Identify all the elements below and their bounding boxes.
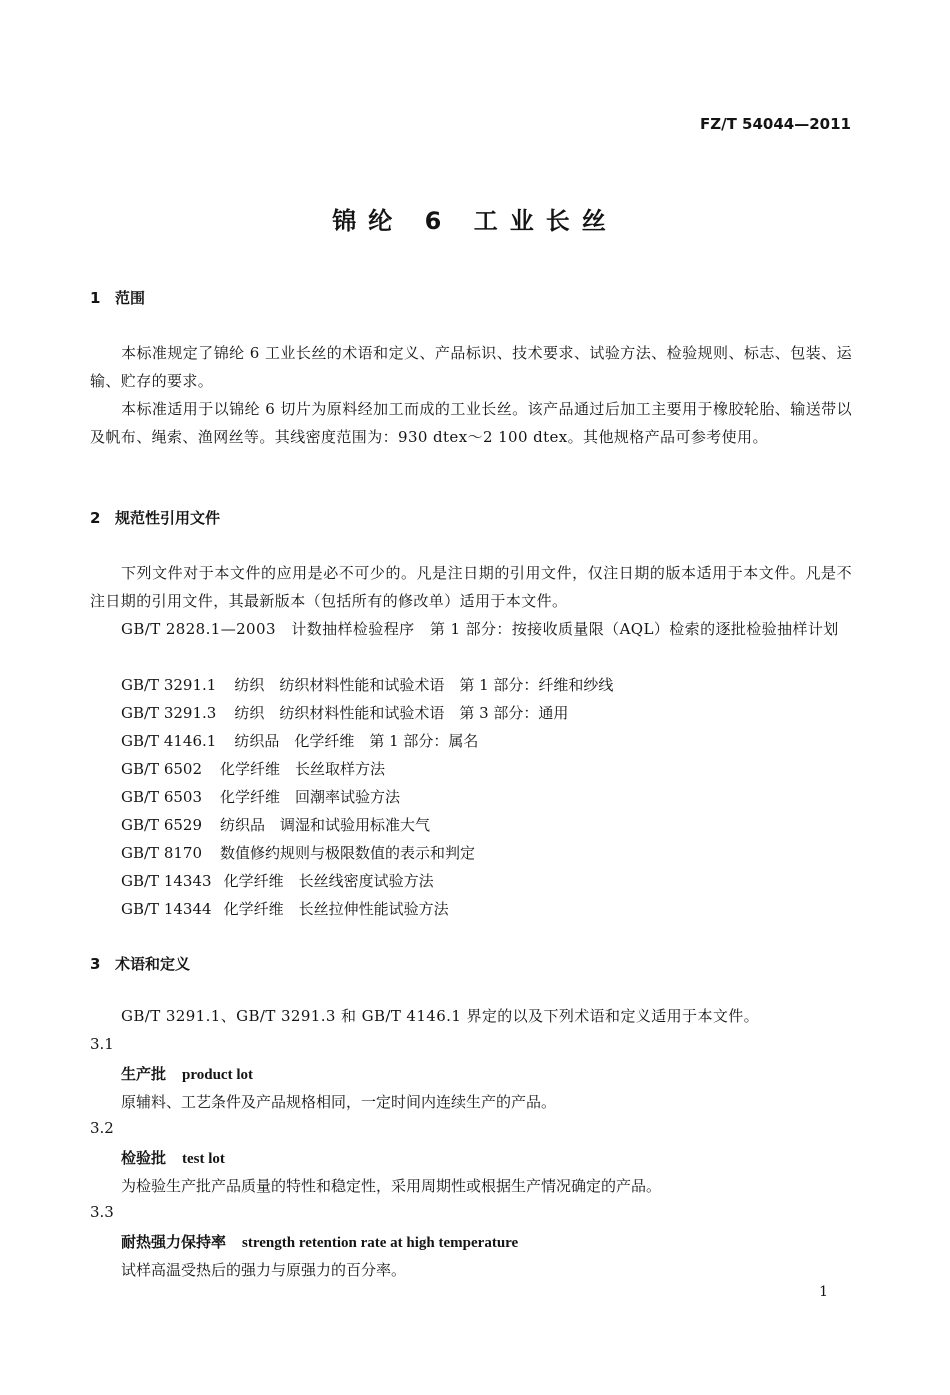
- reference-code: GB/T 6502: [121, 760, 203, 778]
- term-number: 3.3: [90, 1203, 114, 1221]
- section-number: 1: [90, 289, 101, 307]
- page-number: 1: [819, 1284, 828, 1300]
- reference-title: 纺织 纺织材料性能和试验术语 第 1 部分：纤维和纱线: [234, 676, 614, 694]
- reference-title: 纺织品 化学纤维 第 1 部分：属名: [234, 732, 479, 750]
- section-title: 术语和定义: [115, 955, 191, 973]
- reference-item: [121, 674, 613, 695]
- standard-number: FZ/T 54044—2011: [700, 115, 851, 133]
- reference-title: 化学纤维 长丝拉伸性能试验方法: [223, 900, 449, 918]
- section-1-heading: [90, 287, 145, 308]
- reference-code: GB/T 14343: [121, 872, 212, 890]
- term-english: strength retention rate at high temperature: [242, 1235, 519, 1251]
- term-number: 3.2: [90, 1119, 114, 1137]
- term-english: product lot: [182, 1067, 253, 1083]
- section-title: 规范性引用文件: [115, 509, 221, 527]
- reference-title: 数值修约规则与极限数值的表示和判定: [220, 844, 476, 862]
- term-english: test lot: [182, 1151, 225, 1167]
- reference-item: [121, 758, 385, 779]
- section-number: 2: [90, 509, 101, 527]
- term-definition: 试样高温受热后的强力与原强力的百分率。: [121, 1261, 407, 1279]
- term-heading: [121, 1231, 518, 1252]
- reference-item: GB/T 2828.1—2003 计数抽样检验程序 第 1 部分：按接收质量限（AQL）检索的逐批检验抽样计划: [121, 620, 839, 638]
- reference-title: 纺织品 调湿和试验用标准大气: [220, 816, 431, 834]
- reference-title: 化学纤维 长丝线密度试验方法: [223, 872, 434, 890]
- term-chinese: 检验批: [121, 1149, 167, 1167]
- reference-code: GB/T 3291.1: [121, 676, 217, 694]
- section-number: 3: [90, 955, 101, 973]
- term-chinese: 耐热强力保持率: [121, 1233, 227, 1251]
- paragraph: GB/T 3291.1、GB/T 3291.3 和 GB/T 4146.1 界定的以及下列术语和定义适用于本文件。: [121, 1007, 760, 1025]
- reference-code: GB/T 4146.1: [121, 732, 217, 750]
- section-2-heading: [90, 507, 220, 528]
- term-chinese: 生产批: [121, 1065, 167, 1083]
- term-definition: 原辅料、工艺条件及产品规格相同，一定时间内连续生产的产品。: [121, 1093, 557, 1111]
- reference-code: GB/T 6503: [121, 788, 203, 806]
- reference-code: GB/T 6529: [121, 816, 203, 834]
- reference-code: GB/T 3291.3: [121, 704, 217, 722]
- reference-title: 化学纤维 回潮率试验方法: [220, 788, 401, 806]
- reference-item: [121, 730, 478, 751]
- term-number: 3.1: [90, 1035, 114, 1053]
- reference-item: [121, 842, 475, 863]
- reference-title: 化学纤维 长丝取样方法: [220, 760, 386, 778]
- section-3-heading: [90, 953, 190, 974]
- reference-code: GB/T 8170: [121, 844, 203, 862]
- page-title: 锦纶 6 工业长丝: [332, 207, 618, 235]
- reference-item: [121, 786, 400, 807]
- reference-item: [121, 870, 434, 891]
- reference-item: [121, 702, 568, 723]
- paragraph: 下列文件对于本文件的应用是必不可少的。凡是注日期的引用文件，仅注日期的版本适用于本文件。凡是不注日期的引用文件，其最新版本（包括所有的修改单）适用于本文件。: [90, 564, 852, 610]
- term-heading: [121, 1063, 253, 1084]
- term-definition: 为检验生产批产品质量的特性和稳定性，采用周期性或根据生产情况确定的产品。: [121, 1177, 662, 1195]
- reference-item: [121, 898, 449, 919]
- reference-code: GB/T 14344: [121, 900, 212, 918]
- term-heading: [121, 1147, 225, 1168]
- reference-item: [121, 814, 430, 835]
- section-title: 范围: [115, 289, 146, 307]
- paragraph: 本标准规定了锦纶 6 工业长丝的术语和定义、产品标识、技术要求、试验方法、检验规则、标志、包装、运输、贮存的要求。: [90, 344, 852, 390]
- reference-title: 纺织 纺织材料性能和试验术语 第 3 部分：通用: [234, 704, 569, 722]
- paragraph: 本标准适用于以锦纶 6 切片为原料经加工而成的工业长丝。该产品通过后加工主要用于橡胶轮胎、输送带以及帆布、绳索、渔网丝等。其线密度范围为：930 dtex～2 100 dtex。其他规格产品可参考使用。: [90, 400, 852, 446]
